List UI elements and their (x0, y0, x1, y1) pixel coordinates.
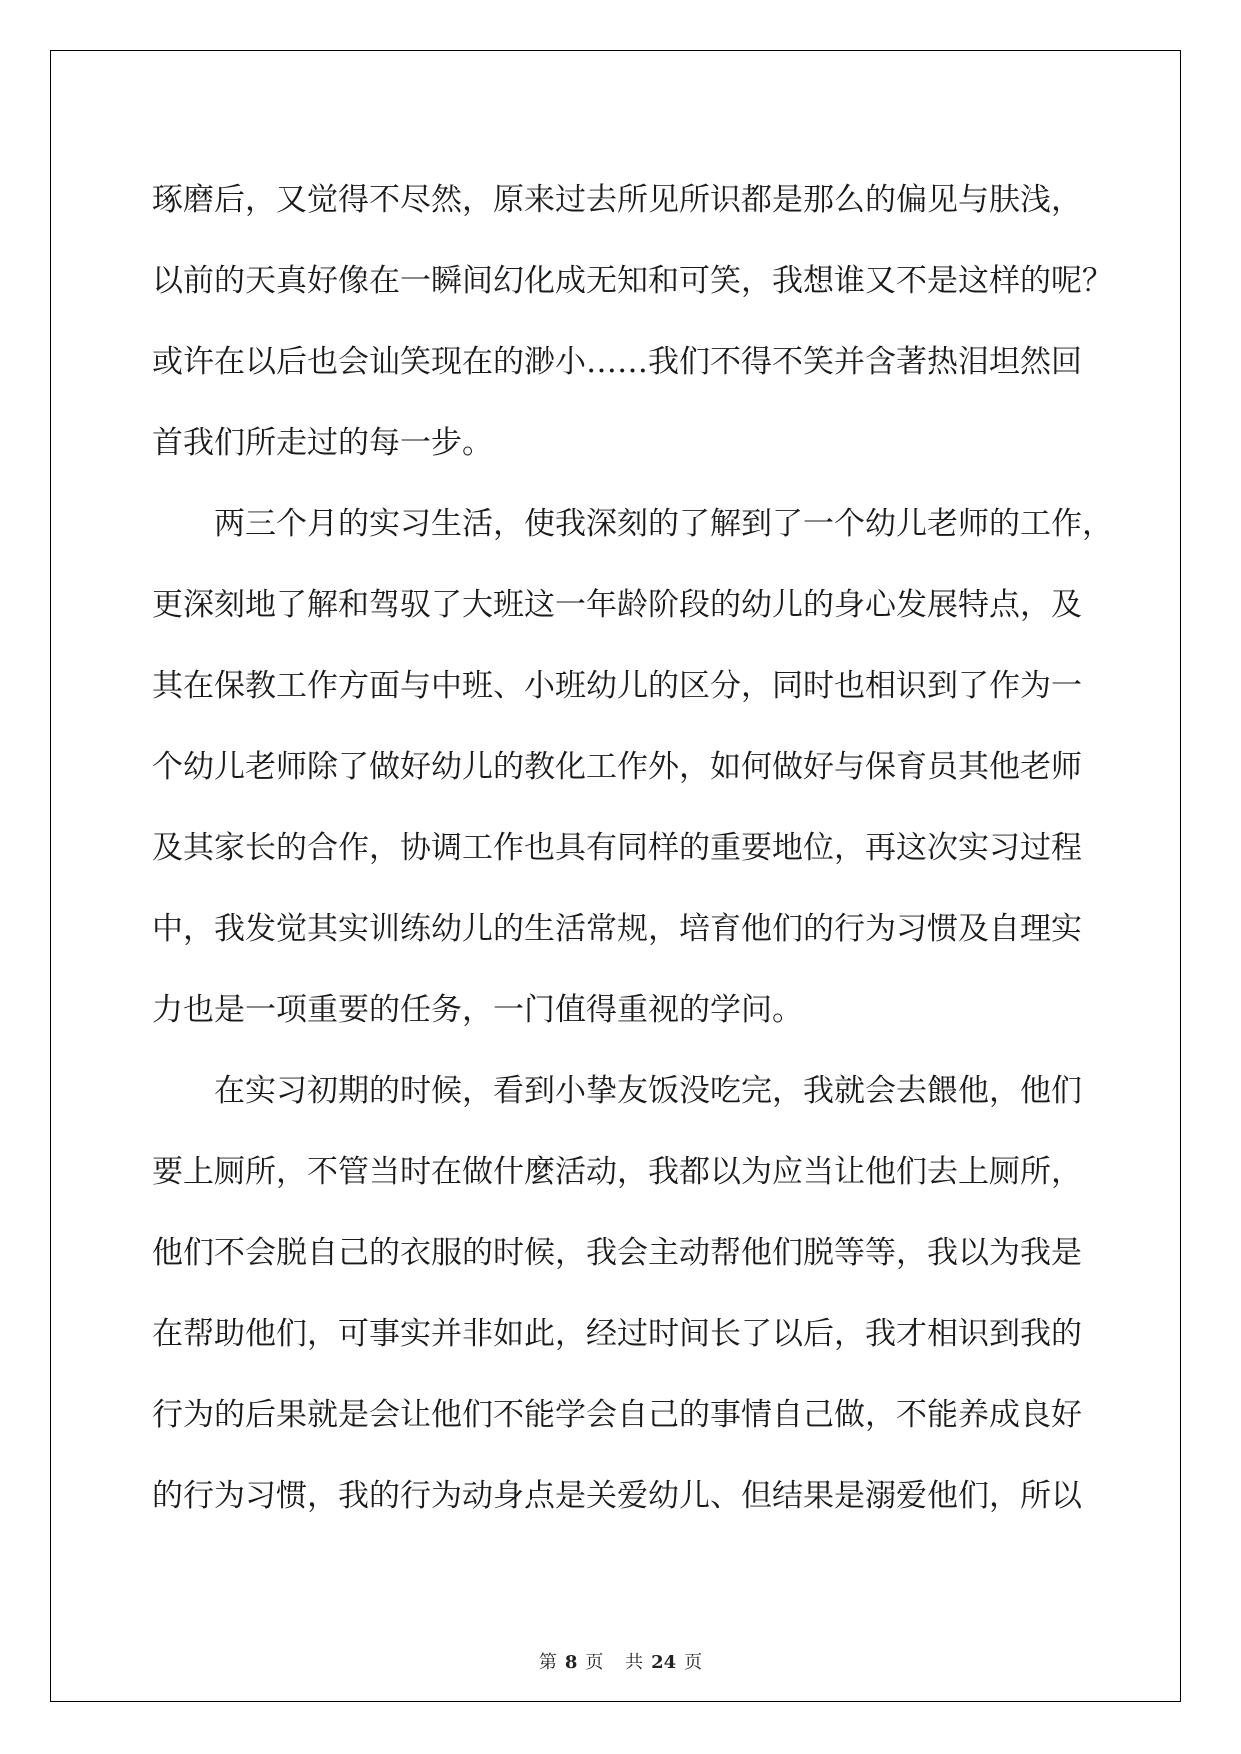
text-line: 在帮助他们，可事实并非如此，经过时间长了以后，我才相识到我的 (152, 1316, 1082, 1352)
text-line: 首我们所走过的每一步。 (152, 425, 493, 461)
text-line: 行为的后果就是会让他们不能学会自己的事情自己做，不能养成良好 (152, 1397, 1082, 1433)
text-line: 要上厕所，不管当时在做什麼活动，我都以为应当让他们去上厕所， (152, 1154, 1082, 1190)
text-line: 他们不会脱自己的衣服的时候，我会主动帮他们脱等等，我以为我是 (152, 1235, 1082, 1271)
text-line: 中，我发觉其实训练幼儿的生活常规，培育他们的行为习惯及自理实 (152, 911, 1082, 947)
document-body (152, 160, 1113, 1537)
text-line: 力也是一项重要的任务，一门值得重视的学问。 (152, 992, 803, 1028)
page-number: 8 (564, 1652, 578, 1673)
text-line: 及其家长的合作，协调工作也具有同样的重要地位，再这次实习过程 (152, 830, 1082, 866)
text-line: 其在保教工作方面与中班、小班幼儿的区分，同时也相识到了作为一 (152, 668, 1082, 704)
text-line: 以前的天真好像在一瞬间幻化成无知和可笑，我想谁又不是这样的呢？ (152, 263, 1113, 299)
page-footer (0, 1648, 1241, 1674)
page-indicator (535, 1652, 608, 1673)
total-indicator (621, 1652, 706, 1673)
text-line: 更深刻地了解和驾驭了大班这一年龄阶段的幼儿的身心发展特点，及 (152, 587, 1082, 623)
page-prefix: 第 (538, 1652, 557, 1673)
text-line: 琢磨后，又觉得不尽然，原来过去所见所识都是那么的偏见与肤浅， (152, 182, 1082, 218)
total-suffix: 页 (684, 1652, 703, 1673)
text-line: 或许在以后也会讪笑现在的渺小……我们不得不笑并含著热泪坦然回 (152, 344, 1082, 380)
total-pages: 24 (651, 1652, 677, 1673)
text-line: 的行为习惯，我的行为动身点是关爱幼儿、但结果是溺爱他们，所以 (152, 1478, 1082, 1514)
paragraph-first-line: 两三个月的实习生活，使我深刻的了解到了一个幼儿老师的工作， (214, 506, 1113, 542)
text-line: 个幼儿老师除了做好幼儿的教化工作外，如何做好与保育员其他老师 (152, 749, 1082, 785)
total-prefix: 共 (625, 1652, 644, 1673)
paragraph-first-line: 在实习初期的时候，看到小挚友饭没吃完，我就会去餵他，他们 (214, 1073, 1082, 1109)
page-suffix: 页 (585, 1652, 604, 1673)
